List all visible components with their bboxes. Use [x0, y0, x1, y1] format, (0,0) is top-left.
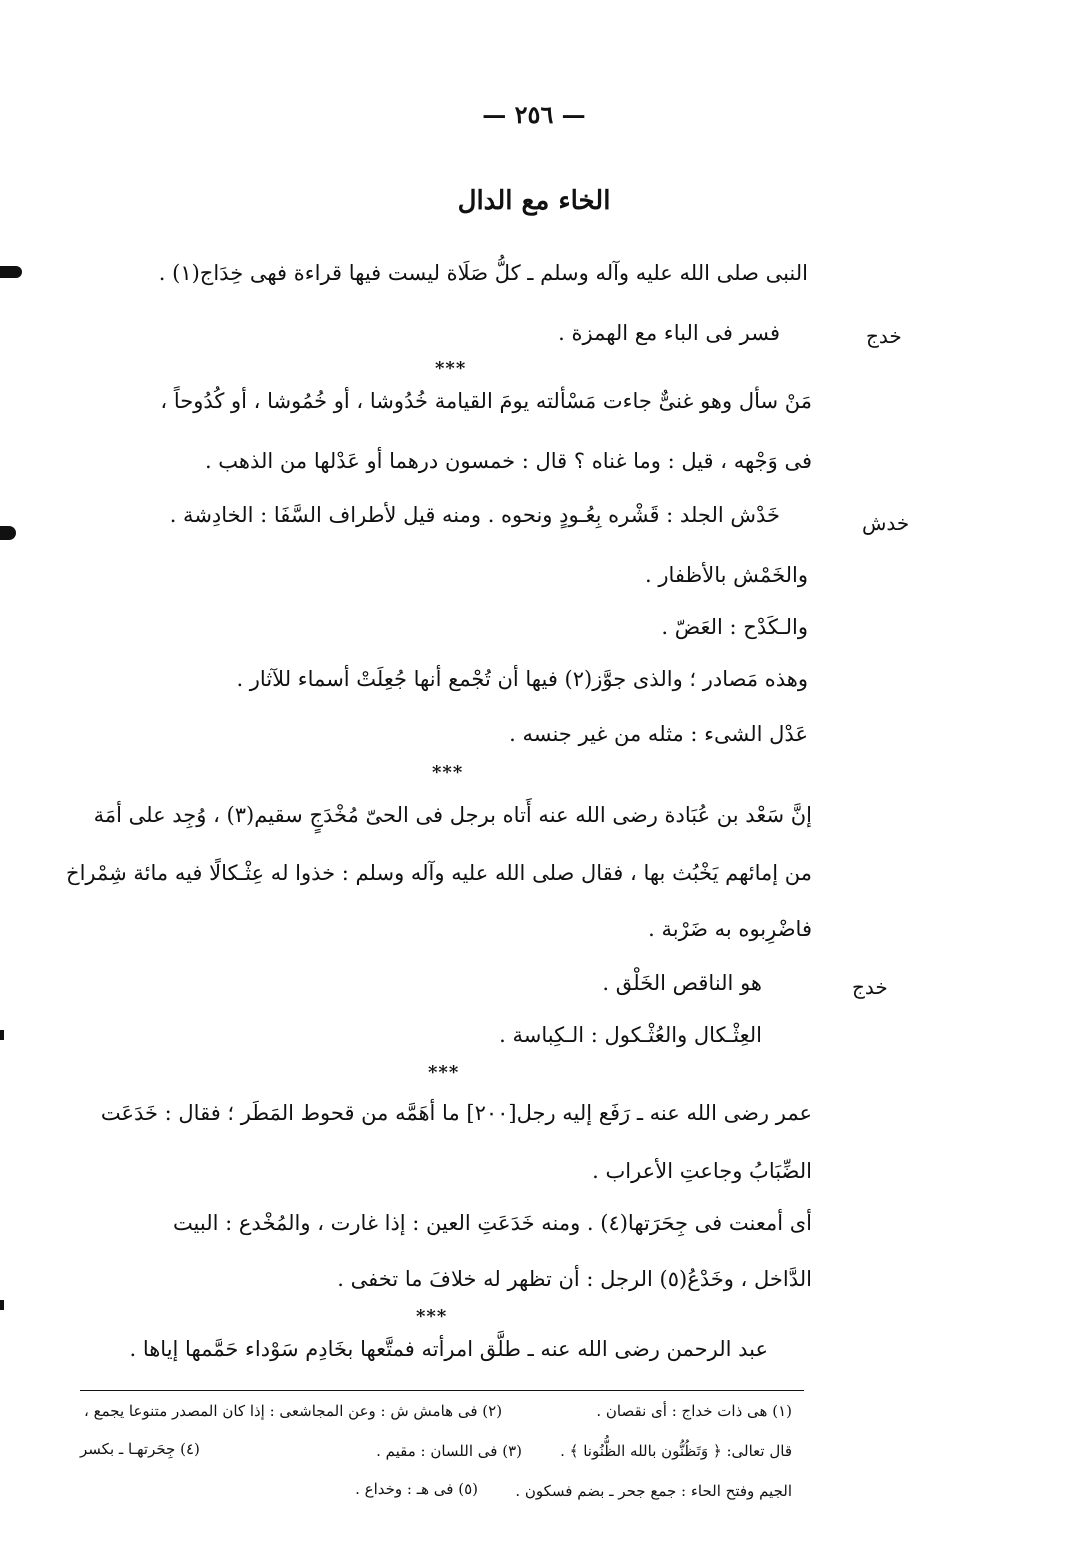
margin-mark: [0, 266, 22, 278]
margin-mark: [0, 526, 16, 540]
root-word: خدج: [852, 975, 888, 999]
explanation-line: وهذه مَصادر ؛ والذى جوَّز(٢) فيها أن تُجْمع أنها جُعِلَتْ أسماء للآثار .: [236, 667, 808, 691]
footnote: (٤) جِحَرتهـا ـ بكسر: [80, 1440, 200, 1458]
explanation-line: خَدْش الجلد : قَشْره بِعُـودٍ ونحوه . ومنه قيل لأطراف السَّفَا : الخادِشة .: [169, 503, 780, 527]
root-word: خدج: [866, 324, 902, 348]
separator-stars: ***: [435, 358, 467, 379]
hadith-text-line: عبد الرحمن رضى الله عنه ـ طلَّق امرأته فمتَّعها بخَادِم سَوْداء حَمَّمها إياها .: [129, 1337, 768, 1361]
hadith-text-line: مَنْ سأل وهو غنىٌّ جاءت مَسْألته يومَ القيامة خُدُوشا ، أو خُمُوشا ، أو كُدُوحاً ،: [160, 389, 812, 413]
page-number: — ٢٥٦ —: [482, 100, 586, 129]
separator-stars: ***: [432, 762, 464, 783]
margin-mark: [0, 1300, 4, 1310]
explanation-line: الدَّاخل ، وخَدْعُ(٥) الرجل : أن تظهر له خلافَ ما تخفى .: [337, 1267, 812, 1291]
explanation-line: العِثْـكال والعُثْـكول : الـكِباسة .: [499, 1023, 762, 1047]
hadith-text-line: عمر رضى الله عنه ـ رَفَع إليه رجل[٢٠٠] ما أهَمَّه من قحوط المَطَر ؛ فقال : خَدَعَت: [100, 1101, 812, 1125]
footnote: قال تعالى: ﴿ وَتَظُنُّون بالله الظُّنُونا ﴾ .: [560, 1442, 792, 1460]
hadith-text-line: الضِّبَابُ وجاعتِ الأعراب .: [592, 1159, 812, 1183]
footnote: الجيم وفتح الحاء : جمع جحر ـ بضم فسكون .: [515, 1482, 792, 1500]
explanation-line: والـكَدْح : العَضّ .: [661, 615, 808, 639]
footnote: (١) هى ذات خداج : أى نقصان .: [596, 1402, 792, 1420]
root-word: خدش: [862, 511, 910, 535]
section-title: الخاء مع الدال: [457, 186, 611, 216]
explanation-line: عَدْل الشىء : مثله من غير جنسه .: [509, 722, 808, 746]
explanation-line: أى أمعنت فى جِحَرَتها(٤) . ومنه خَدَعَتِ العين : إذا غارت ، والمُخْدع : البيت: [172, 1211, 812, 1235]
footnote: (٣) فى اللسان : مقيم .: [376, 1442, 522, 1460]
footnote: (٢) فى هامش ش : وعن المجاشعى : إذا كان المصدر متنوعا يجمع ،: [84, 1402, 503, 1420]
hadith-text-line: فى وَجْهه ، قيل : وما غناه ؟ قال : خمسون درهما أو عَدْلها من الذهب .: [204, 449, 812, 473]
hadith-text-line: فاضْرِبوه به ضَرْبة .: [648, 917, 812, 941]
separator-stars: ***: [416, 1306, 448, 1327]
footnote: (٥) فى هـ : وخداع .: [355, 1480, 478, 1498]
margin-mark: [0, 1030, 4, 1040]
hadith-text-line: إنَّ سَعْد بن عُبَادة رضى الله عنه أَتاه برجل فى الحىّ مُخْدَجٍ سقيم(٣) ، وُجِد على أمَة: [93, 803, 812, 827]
hadith-text-line: من إمائهم يَخْبُث بها ، فقال صلى الله عليه وآله وسلم : خذوا له عِثْـكالًا فيه مائة شِمْراخ: [66, 861, 812, 885]
footnote-rule: [80, 1390, 804, 1391]
separator-stars: ***: [428, 1062, 460, 1083]
explanation-line: هو الناقص الخَلْق .: [602, 971, 762, 995]
hadith-text-line: النبى صلى الله عليه وآله وسلم ـ كلُّ صَلَاة ليست فيها قراءة فهى خِدَاج(١) .: [158, 261, 808, 285]
explanation-line: فسر فى الباء مع الهمزة .: [558, 321, 780, 345]
explanation-line: والخَمْش بالأظفار .: [645, 563, 808, 587]
